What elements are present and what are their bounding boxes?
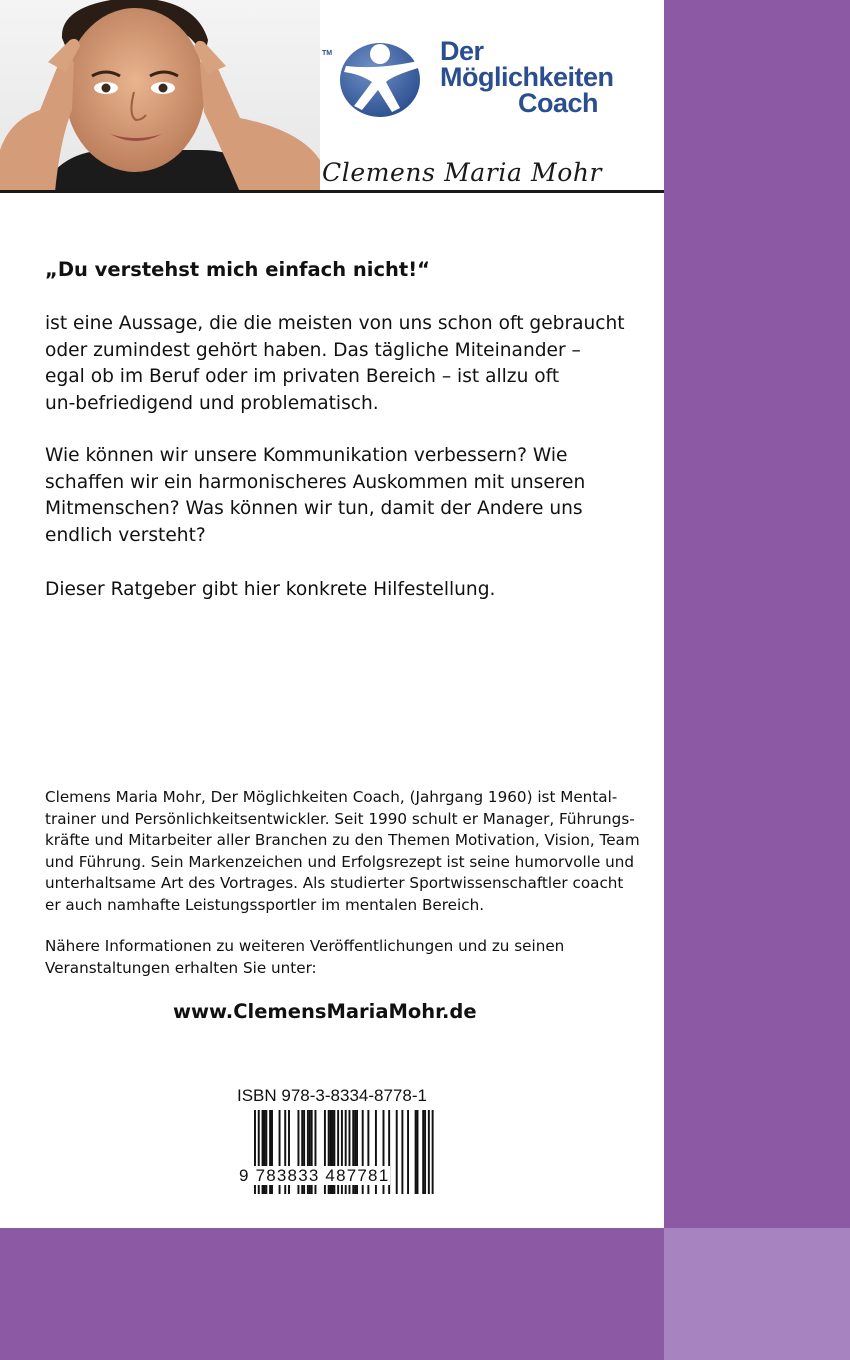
bio-line: Clemens Maria Mohr, Der Möglichkeiten Coach, (Jahrgang 1960) ist Mental- [45, 788, 618, 806]
purple-bottom-band [0, 1228, 664, 1360]
cover-header [0, 0, 664, 196]
bio-line: trainer und Persönlichkeitsentwickler. Seit 1990 schult er Manager, Führungs- [45, 809, 635, 828]
author-bio [45, 787, 645, 916]
text-line: Mitmenschen? Was können wir tun, damit der Andere uns [45, 498, 583, 519]
logo-figure-icon [322, 38, 440, 118]
barcode-digits [238, 1166, 438, 1186]
text-line: un-befriedigend und problematisch. [45, 392, 379, 414]
purple-side-band [664, 0, 850, 1228]
intro-paragraph [45, 311, 645, 417]
closing-paragraph [45, 577, 645, 604]
lavender-corner-block [664, 1228, 850, 1360]
website-link[interactable]: www.ClemensMariaMohr.de [173, 1000, 477, 1023]
text-line: oder zumindest gehört haben. Das tägliche Miteinander – [45, 339, 581, 361]
text-line: ist eine Aussage, die die meisten von uns schon oft gebraucht [45, 313, 625, 334]
bio-line: kräfte und Mitarbeiter aller Branchen zu den Themen Motivation, Vision, Team [45, 831, 640, 849]
isbn-label: ISBN 978-3-8334-8778-1 [237, 1086, 427, 1105]
bio-line: und Führung. Sein Markenzeichen und Erfolgsrezept ist seine humorvolle und [45, 852, 635, 871]
text-line: schaffen wir ein harmonischeres Auskommen mit unseren [45, 471, 586, 493]
author-signature: Clemens Maria Mohr [322, 158, 603, 187]
text-line: Wie können wir unsere Kommunikation verbessern? Wie [45, 445, 568, 466]
text-line: egal ob im Beruf oder im privaten Bereich – ist allzu oft [45, 366, 560, 387]
bio-line: er auch namhafte Leistungssportler im mentalen Bereich. [45, 895, 485, 914]
info-line: Veranstaltungen erhalten Sie unter: [45, 958, 317, 977]
author-portrait [0, 0, 320, 192]
header-divider [0, 190, 664, 193]
bio-line: unterhaltsame Art des Vortrages. Als studierter Sportwissenschaftler coacht [45, 874, 624, 892]
info-line: Nähere Informationen zu weiteren Veröffentlichungen und zu seinen [45, 937, 565, 955]
logo-line-der: Der [440, 36, 484, 66]
questions-paragraph [45, 443, 645, 549]
headline-quote: „Du verstehst mich einfach nicht!“ [45, 258, 430, 281]
text-line: endlich versteht? [45, 524, 206, 546]
logo-wordmark [436, 38, 646, 116]
barcode-number: 9 783833 487781 [239, 1166, 390, 1185]
logo-line-coach: Coach [517, 88, 598, 118]
text-line: Dieser Ratgeber gibt hier konkrete Hilfestellung. [45, 579, 496, 600]
trademark-mark: TM [322, 50, 333, 57]
logo-line-moeglichkeiten: Möglichkeiten [440, 62, 614, 92]
more-info-text [45, 936, 645, 979]
